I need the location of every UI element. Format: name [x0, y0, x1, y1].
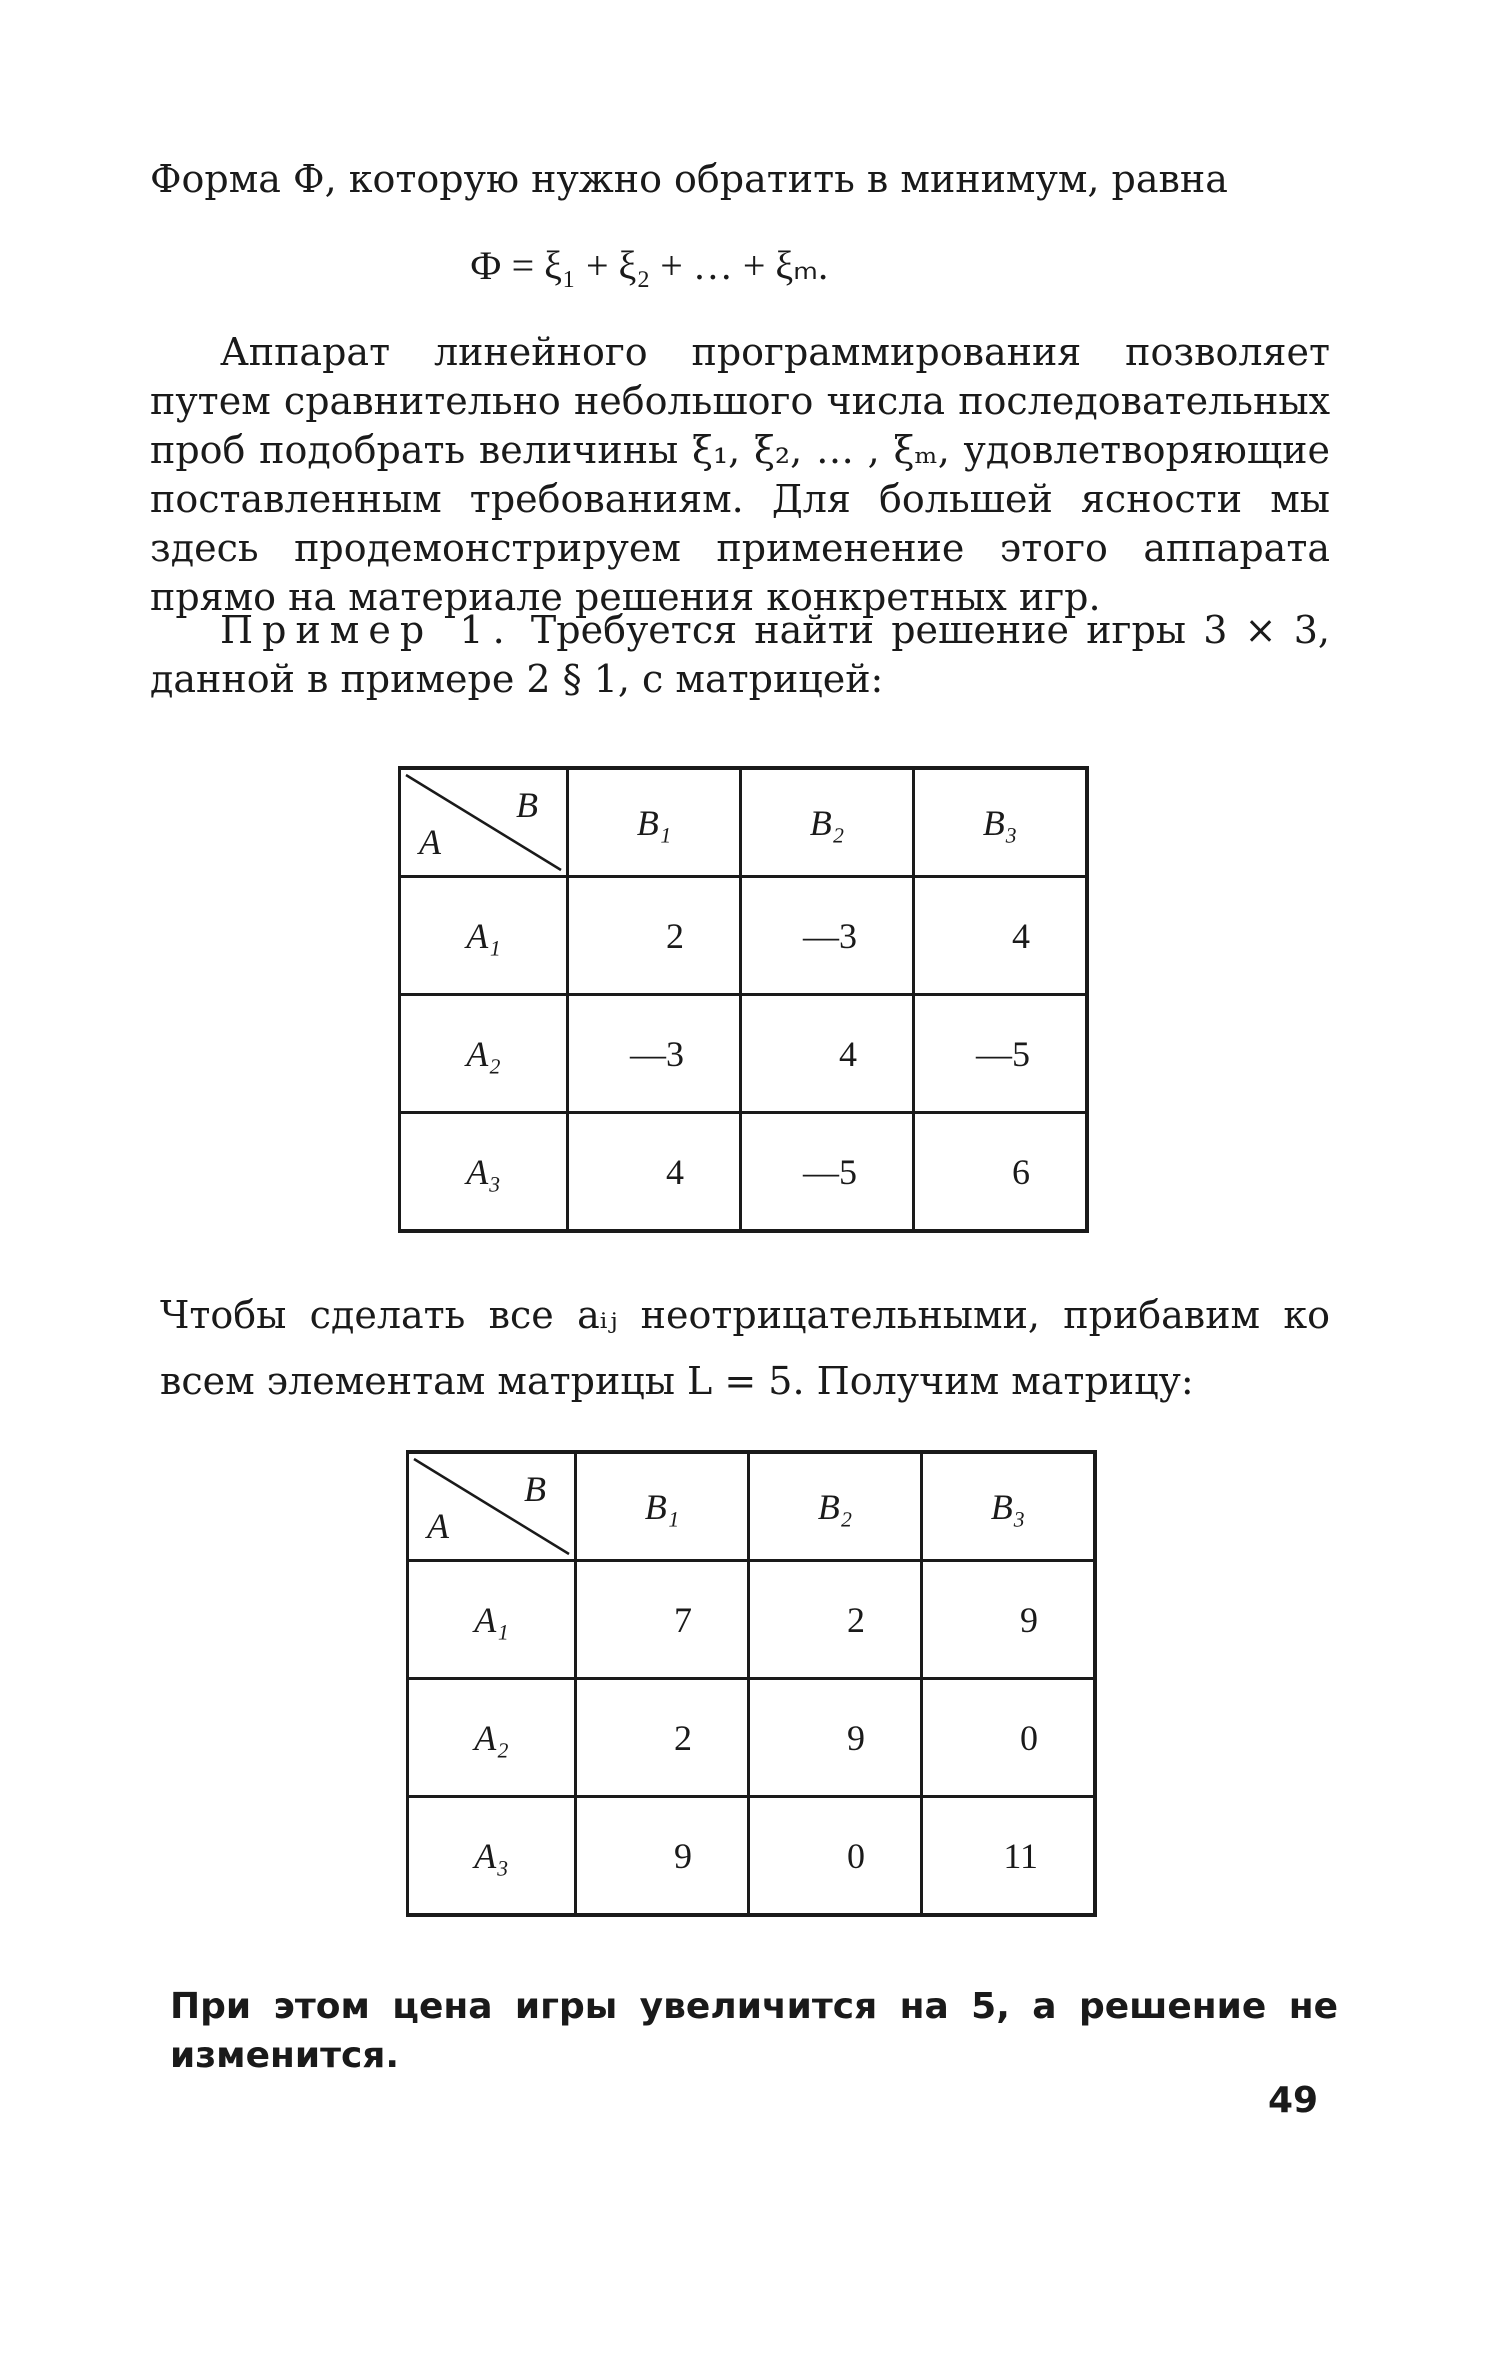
table-row: [408, 1679, 1096, 1797]
matrix-cell: 11: [922, 1797, 1096, 1916]
col-header: B₂: [741, 768, 914, 877]
matrix-cell: 9: [922, 1561, 1096, 1679]
matrix-cell: 7: [576, 1561, 749, 1679]
col-header: B₃: [922, 1452, 1096, 1561]
matrix-cell: 6: [914, 1113, 1088, 1232]
matrix-cell: 0: [922, 1679, 1096, 1797]
shift-paragraph: Чтобы сделать все aᵢⱼ неотрицательными, прибавим ко всем элементам матрицы L = 5. Получим матрицу:: [160, 1293, 1330, 1403]
page-number: 49: [1268, 2080, 1319, 2121]
matrix-cell: —3: [568, 995, 741, 1113]
payoff-matrix-shifted: [406, 1450, 1097, 1917]
table-row: [408, 1561, 1096, 1679]
example-text: Требуется найти решение игры 3 × 3, данной в примере 2 § 1, с матрицей:: [150, 608, 1330, 701]
matrix-cell: 2: [749, 1561, 922, 1679]
matrix-cell: 4: [914, 877, 1088, 995]
corner-label-a: A: [419, 822, 441, 862]
matrix-cell: 4: [741, 995, 914, 1113]
matrix-cell: 9: [749, 1679, 922, 1797]
row-label: A₁: [408, 1561, 576, 1679]
col-header: B₁: [568, 768, 741, 877]
row-label: A₃: [408, 1797, 576, 1916]
row-label: A₁: [400, 877, 568, 995]
col-header: B₂: [749, 1452, 922, 1561]
corner-label-b: B: [516, 785, 538, 825]
matrix-cell: 2: [568, 877, 741, 995]
col-header: B₃: [914, 768, 1088, 877]
col-header: B₁: [576, 1452, 749, 1561]
table-row: [400, 877, 1088, 995]
example-label: Пример 1.: [220, 608, 514, 652]
matrix-cell: 4: [568, 1113, 741, 1232]
corner-label-b: B: [524, 1469, 546, 1509]
matrix-cell: 2: [576, 1679, 749, 1797]
matrix-cell: —5: [741, 1113, 914, 1232]
matrix-cell: 0: [749, 1797, 922, 1916]
corner-label-a: A: [427, 1506, 449, 1546]
matrix-cell: —5: [914, 995, 1088, 1113]
apparat-paragraph: Аппарат линейного программирования позволяет путем сравнительно небольшого числа последовательных проб подобрать величины ξ₁, ξ₂, … , ξₘ, удовлетворяющие поставленным требованиям. Для большей ясности мы здесь продемонстрируем применение этого аппарата прямо на материале решения конкретных игр.: [150, 330, 1330, 619]
row-label: A₃: [400, 1113, 568, 1232]
row-label: A₂: [408, 1679, 576, 1797]
matrix-cell: —3: [741, 877, 914, 995]
intro-text: Форма Ф, которую нужно обратить в минимум, равна: [150, 157, 1228, 201]
corner-cell: [400, 768, 568, 877]
table-row: [400, 995, 1088, 1113]
final-paragraph: При этом цена игры увеличится на 5, а решение не изменится.: [170, 1986, 1338, 2076]
formula-phi: Ф = ξ₁ + ξ₂ + … + ξₘ.: [470, 243, 829, 288]
corner-cell: [408, 1452, 576, 1561]
example-paragraph: [150, 606, 1330, 704]
table-row: [400, 1113, 1088, 1232]
matrix-cell: 9: [576, 1797, 749, 1916]
table-row: [408, 1797, 1096, 1916]
row-label: A₂: [400, 995, 568, 1113]
payoff-matrix-original: [398, 766, 1089, 1233]
